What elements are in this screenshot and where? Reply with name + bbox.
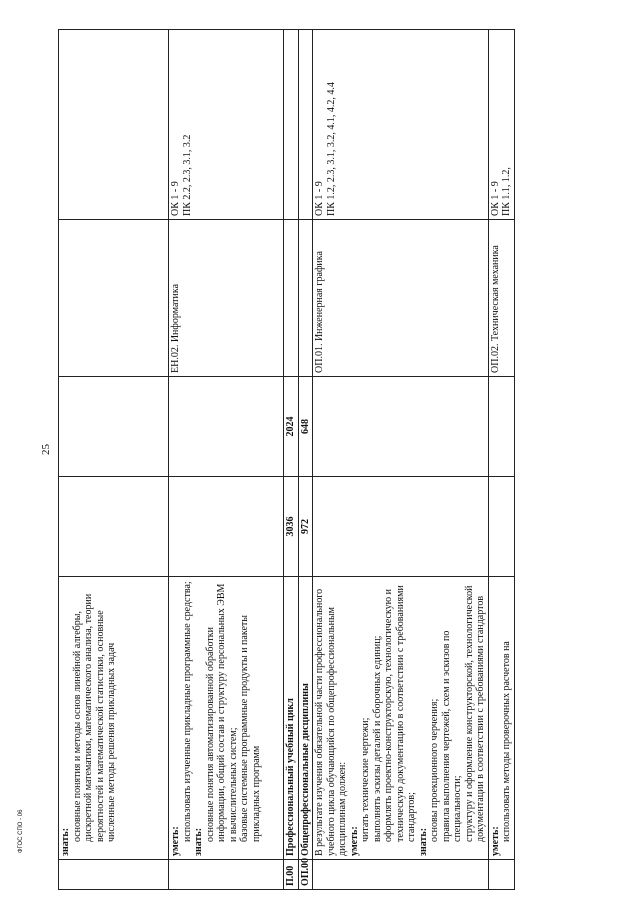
discipline-cell: ОП.02. Техническая механика xyxy=(488,220,514,377)
table-body xyxy=(59,30,515,890)
content-line: оформлять проектно-конструкторскую, технологическую и техническую документацию в соответствии с требованиями стандартов; xyxy=(383,585,417,842)
content-cell xyxy=(284,577,299,860)
obligatory-load-cell xyxy=(169,377,284,477)
table-row xyxy=(169,30,284,890)
content-line: выполнять эскизы деталей и сборочных единиц; xyxy=(371,635,383,842)
max-load-cell xyxy=(59,477,169,577)
discipline-cell: ЕН.02. Информатика xyxy=(169,220,284,377)
content-line: правила выполнения чертежей, схем и эскизов по специальности; xyxy=(440,630,463,842)
obligatory-load-cell xyxy=(313,377,489,477)
content-line: основные понятия автоматизированной обработки информации, общий состав и структуру персональных ЭВМ и вычислительных систем; xyxy=(204,583,239,842)
content-line: структуру и оформление конструкторской, технологической документации в соответствии с требованиями стандартов xyxy=(463,585,486,842)
index-cell xyxy=(59,860,169,890)
index-cell xyxy=(488,860,514,890)
section-label: уметь: xyxy=(170,826,181,856)
max-load-cell: 972 xyxy=(298,477,313,577)
obligatory-load-cell: 648 xyxy=(298,377,313,477)
discipline-cell xyxy=(284,220,299,377)
index-cell: ОП.00 xyxy=(298,860,313,890)
section-label: знать: xyxy=(417,827,429,856)
curriculum-table xyxy=(58,29,515,890)
section-label: Общепрофессиональные дисциплины xyxy=(299,683,311,856)
competencies-cell xyxy=(59,30,169,220)
content-line: использовать методы проверочных расчетов на xyxy=(501,641,512,842)
section-label: знать: xyxy=(193,827,204,856)
index-cell: П.00 xyxy=(284,860,299,890)
max-load-cell xyxy=(488,477,514,577)
content-line: основные понятия и методы основ линейной алгебры, дискретной математики, математического анализа, теории вероятностей и математической статистики, основные численные методы решения прикладных задач xyxy=(71,593,117,842)
section-label: знать: xyxy=(60,827,71,856)
discipline-cell xyxy=(59,220,169,377)
section-label: уметь: xyxy=(348,826,360,856)
section-label: уметь: xyxy=(489,826,501,856)
obligatory-load-cell xyxy=(488,377,514,477)
content-cell xyxy=(298,577,313,860)
competencies-cell xyxy=(284,30,299,220)
rotated-page xyxy=(58,30,598,890)
footer-label: ФГОС СПО - 06 xyxy=(18,809,24,853)
max-load-cell xyxy=(169,477,284,577)
obligatory-load-cell: 2024 xyxy=(284,377,299,477)
content-line: использовать изученные прикладные программные средства; xyxy=(181,581,193,842)
content-cell xyxy=(59,577,169,860)
content-line: базовые системные программные продукты и пакеты прикладных программ xyxy=(239,615,262,842)
content-cell xyxy=(313,577,489,860)
index-cell xyxy=(313,860,489,890)
page-number: 25 xyxy=(40,444,52,455)
competencies-cell: ОК 1 - 9 ПК 2.2, 2.3, 3.1, 3.2 xyxy=(169,30,284,220)
max-load-cell: 3036 xyxy=(284,477,299,577)
section-label: Профессиональный учебный цикл xyxy=(285,698,296,856)
content-cell xyxy=(488,577,514,860)
table-row xyxy=(59,30,169,890)
discipline-cell xyxy=(298,220,313,377)
index-cell xyxy=(169,860,284,890)
table-row xyxy=(284,30,299,890)
table-row xyxy=(488,30,514,890)
table-row xyxy=(313,30,489,890)
competencies-cell: ОК 1 - 9 ПК 1.1, 1.2, xyxy=(488,30,514,220)
table-row xyxy=(298,30,313,890)
discipline-cell: ОП.01. Инженерная графика xyxy=(313,220,489,377)
content-line: читать технические чертежи; xyxy=(360,717,371,842)
max-load-cell xyxy=(313,477,489,577)
obligatory-load-cell xyxy=(59,377,169,477)
competencies-cell xyxy=(298,30,313,220)
content-line: В результате изучения обязательной части профессионального учебного цикла обучающийся по общепрофессиональным дисциплинам должен: xyxy=(314,588,348,856)
competencies-cell: ОК 1 - 9 ПК 1.2, 2.3, 3.1, 3.2, 4.1, 4.2, 4.4 xyxy=(313,30,489,220)
content-line: основы проекционного черчения; xyxy=(429,698,440,842)
content-cell xyxy=(169,577,284,860)
